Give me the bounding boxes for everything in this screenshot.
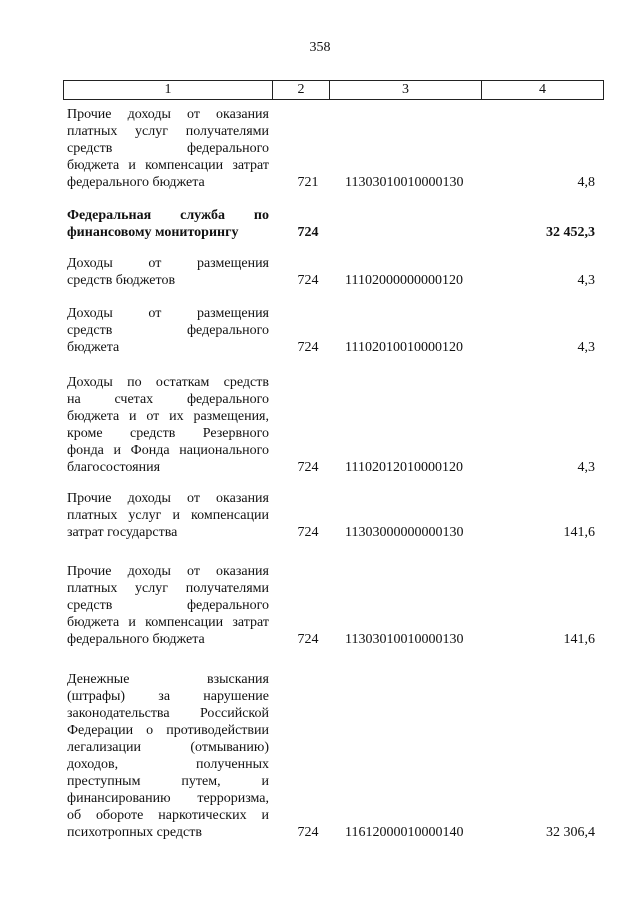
table-header	[63, 80, 604, 100]
row-name-line: Денежные взыскания	[67, 672, 269, 687]
row-name	[67, 563, 269, 648]
row-amount: 141,6	[563, 632, 595, 647]
row-admin-code: 724	[297, 340, 319, 355]
row-name-line: Доходы от размещения	[67, 256, 269, 271]
row-name-line: средств бюджетов	[67, 273, 176, 288]
row-name-line: платных услуг получателями	[67, 581, 269, 596]
row-name-line: Прочие доходы от оказания	[67, 107, 269, 122]
row-amount: 141,6	[563, 525, 595, 540]
header-col-1: 1	[64, 81, 273, 100]
row-admin-code: 724	[297, 273, 319, 288]
row-amount: 4,8	[577, 175, 595, 190]
row-amount: 4,3	[577, 273, 595, 288]
row-amount: 32 452,3	[546, 225, 595, 240]
row-name-line: кроме средств Резервного	[67, 426, 269, 441]
row-name-line: федерального бюджета	[67, 175, 205, 190]
row-name-line: благосостояния	[67, 460, 161, 475]
row-name-line: бюджета и компенсации затрат	[67, 158, 269, 173]
row-name	[67, 671, 269, 841]
row-name-line: федерального бюджета	[67, 632, 205, 647]
row-name-line: преступным путем, и	[67, 774, 269, 789]
row-name-line: средств федерального	[67, 141, 269, 156]
row-amount: 4,3	[577, 340, 595, 355]
row-budget-code: 11102000000000120	[345, 273, 463, 288]
row-amount: 32 306,4	[546, 825, 595, 840]
page-number: 358	[309, 40, 331, 55]
row-budget-code: 11303010010000130	[345, 632, 464, 647]
header-col-2: 2	[273, 81, 330, 100]
row-admin-code: 724	[297, 632, 319, 647]
row-budget-code: 11102012010000120	[345, 460, 463, 475]
row-name-line: психотропных средств	[67, 825, 202, 840]
row-name-line: платных услуг получателями	[67, 124, 269, 139]
row-name-line: Доходы от размещения	[67, 306, 269, 321]
row-name-line: средств федерального	[67, 598, 269, 613]
row-name	[67, 374, 269, 476]
row-amount: 4,3	[577, 460, 595, 475]
row-name-line: финансовому мониторингу	[67, 225, 239, 240]
header-col-4: 4	[482, 81, 604, 100]
row-admin-code: 721	[297, 175, 319, 190]
row-name-line: об обороте наркотических и	[67, 808, 269, 823]
row-name-line: (штрафы) за нарушение	[67, 689, 269, 704]
row-budget-code: 11303000000000130	[345, 525, 464, 540]
row-name-line: бюджета	[67, 340, 120, 355]
row-name-line: затрат государства	[67, 525, 178, 540]
row-name	[67, 207, 269, 241]
row-budget-code: 11612000010000140	[345, 825, 464, 840]
row-name-line: Федеральная служба по	[67, 208, 269, 223]
row-name-line: законодательства Российской	[67, 706, 269, 721]
row-name-line: доходов, полученных	[67, 757, 269, 772]
row-admin-code: 724	[297, 825, 319, 840]
row-name-line: платных услуг и компенсации	[67, 508, 269, 523]
row-name-line: фонда и Фонда национального	[67, 443, 269, 458]
row-name-line: бюджета и от их размещения,	[67, 409, 269, 424]
row-name-line: бюджета и компенсации затрат	[67, 615, 269, 630]
row-name	[67, 255, 269, 289]
row-name-line: финансированию терроризма,	[67, 791, 269, 806]
row-name-line: средств федерального	[67, 323, 269, 338]
row-budget-code: 11303010010000130	[345, 175, 464, 190]
row-budget-code: 11102010010000120	[345, 340, 463, 355]
row-name-line: Прочие доходы от оказания	[67, 564, 269, 579]
row-name-line: Прочие доходы от оказания	[67, 491, 269, 506]
row-name-line: на счетах федерального	[67, 392, 269, 407]
row-admin-code: 724	[297, 460, 319, 475]
header-col-3: 3	[330, 81, 482, 100]
row-name	[67, 305, 269, 356]
row-admin-code: 724	[297, 225, 319, 240]
row-admin-code: 724	[297, 525, 319, 540]
row-name-line: Федерации о противодействии	[67, 723, 269, 738]
row-name-line: Доходы по остаткам средств	[67, 375, 269, 390]
row-name-line: легализации (отмыванию)	[67, 740, 269, 755]
row-name	[67, 106, 269, 191]
row-name	[67, 490, 269, 541]
